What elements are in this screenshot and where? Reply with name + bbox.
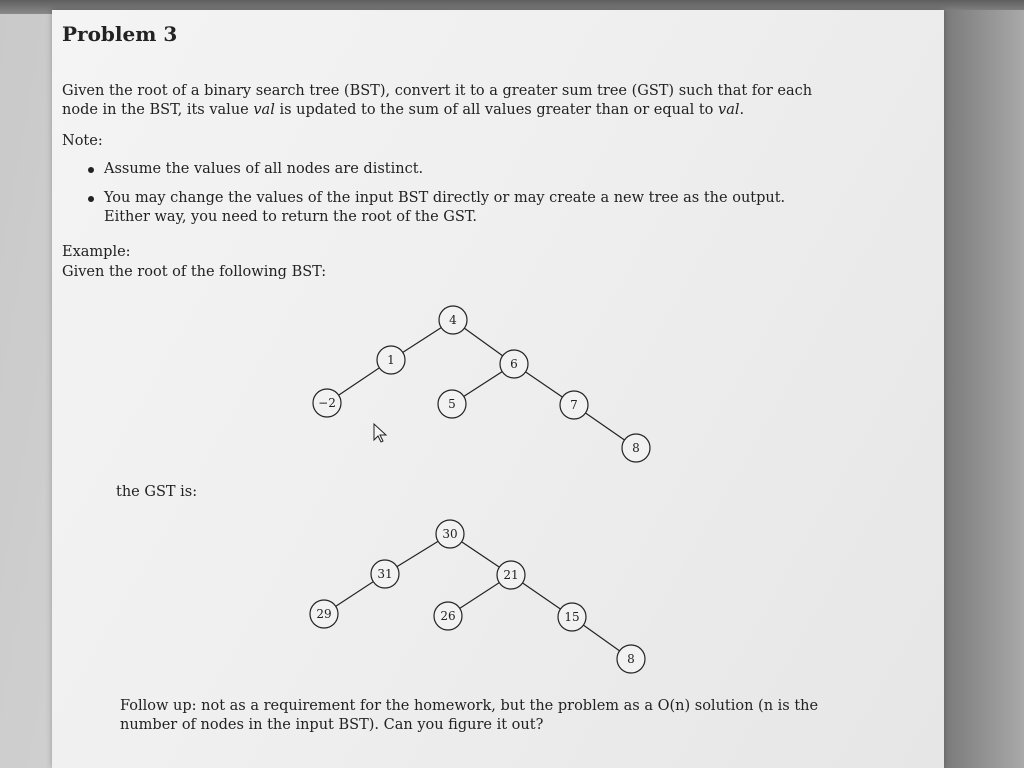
gst-node-label: 21 (503, 568, 519, 582)
bst-node-label: 6 (510, 357, 518, 371)
val-variable: val (718, 102, 740, 118)
gst-node-label: 31 (377, 567, 393, 581)
gst-tree-diagram (310, 520, 645, 673)
statement-text-3: . (739, 102, 745, 118)
bst-tree-diagram (313, 306, 650, 462)
bst-node-label: −2 (318, 396, 336, 410)
statement-text-1: Given the root of a binary search tree (BST), convert it to a greater sum tree (GST) such that for each node in the BST, its value (62, 83, 813, 118)
gst-node-label: 29 (316, 607, 332, 621)
bst-node-label: 8 (632, 441, 640, 455)
example-label: Example: (62, 244, 131, 260)
bst-caption: Given the root of the following BST: (62, 264, 327, 280)
follow-up-text: Follow up: not as a requirement for the homework, but the problem as a O(n) solution (n is the number of nodes in the input BST). Can you figure it out? (120, 698, 819, 733)
note-item: Assume the values of all nodes are distinct. (82, 160, 802, 179)
problem-heading: Problem 3 (62, 22, 178, 46)
bst-node-label: 4 (449, 313, 457, 327)
note-label: Note: (62, 133, 103, 149)
gst-caption: the GST is: (116, 484, 198, 500)
bst-node-label: 1 (387, 353, 395, 367)
bst-node-label: 7 (570, 398, 578, 412)
gst-node-label: 8 (627, 652, 635, 666)
gst-node-label: 15 (564, 610, 580, 624)
val-variable: val (253, 102, 275, 118)
bst-node-label: 5 (448, 397, 456, 411)
gst-node-label: 26 (440, 609, 456, 623)
note-item: You may change the values of the input BST directly or may create a new tree as the output. Either way, you need to return the root of the GST. (82, 189, 802, 227)
gst-node-label: 30 (442, 527, 458, 541)
statement-text-2: is updated to the sum of all values greater than or equal to (274, 102, 718, 118)
mouse-cursor-icon (374, 424, 386, 442)
